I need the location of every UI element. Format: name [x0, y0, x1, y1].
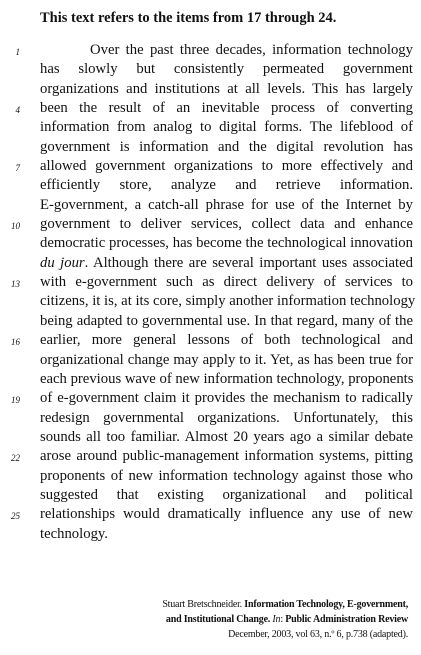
- passage-line: has slowly but consistently permeated government: [40, 61, 413, 78]
- citation-colon: :: [280, 614, 286, 625]
- passage-line: technology.: [40, 525, 108, 542]
- passage-line: each previous wave of new information technology, proponents: [40, 370, 414, 387]
- citation-journal: Public Administration Review: [285, 614, 408, 625]
- passage-line: organizational change may apply to it. Yet, as has been true for: [40, 351, 413, 368]
- passage-line: been the result of an inevitable process of converting: [40, 100, 413, 117]
- passage-heading: This text refers to the items from 17 through 24.: [40, 10, 337, 26]
- citation-line-3: December, 2003, vol 63, n.º 6, p.738 (adapted).: [228, 629, 408, 640]
- line-number: 4: [15, 105, 20, 115]
- passage-line: of e-government claim it provides the mechanism to radically: [40, 390, 413, 407]
- line-number: 19: [11, 395, 20, 405]
- passage-line: Over the past three decades, information technology: [90, 42, 413, 58]
- passage-line: information from analog to digital forms. The lifeblood of: [40, 119, 413, 136]
- passage-line: government is information and the digital revolution has: [40, 138, 413, 155]
- passage-line: allowed government organizations to more effectively and: [40, 158, 413, 175]
- passage-line: citizens, it is, at its core, simply another information technology: [40, 293, 416, 310]
- line-number: 7: [15, 163, 20, 173]
- citation-author: Stuart Bretschneider.: [162, 599, 245, 610]
- passage-line: government to deliver services, collect data and enhance: [40, 216, 413, 233]
- line-number: 13: [11, 279, 20, 289]
- citation-title: Information Technology, E-government,: [244, 599, 408, 610]
- passage-line: being adapted to governmental use. In that regard, many of the: [40, 312, 413, 329]
- passage-line-rest: . Although there are several important uses associated: [84, 254, 413, 271]
- passage-line: efficiently store, analyze and retrieve information.: [40, 177, 413, 194]
- citation-line-1: [128, 597, 408, 612]
- line-number: 16: [11, 337, 20, 347]
- citation-in-label: In: [272, 614, 281, 625]
- passage-line: earlier, more general lessons of both technological and: [40, 332, 413, 349]
- passage-line: suggested that existing organizational and political: [40, 486, 413, 503]
- passage-line: relationships would dramatically influence any use of new: [40, 506, 413, 523]
- passage-text: [40, 41, 416, 544]
- passage-line: arose around public-management information systems, pitting: [40, 448, 413, 465]
- line-number: 10: [11, 221, 20, 231]
- citation-title-cont: and Institutional Change.: [165, 614, 271, 625]
- line-number: 22: [11, 453, 20, 463]
- passage-line: sounds all too familiar. Almost 20 years ago a similar debate: [40, 428, 413, 445]
- citation-line-2: [128, 612, 408, 627]
- passage-line: democratic processes, has become the technological innovation: [40, 235, 413, 252]
- passage-line: organizations and institutions at all levels. This has largely: [40, 80, 413, 97]
- passage-line: E-government, a catch-all phrase for use of the Internet by: [40, 196, 413, 213]
- line-number: 1: [15, 47, 20, 57]
- passage-line-du-jour: [40, 254, 413, 273]
- italic-phrase: du jour: [40, 254, 85, 271]
- source-citation: [128, 597, 408, 642]
- passage-line: redesign governmental organizations. Unfortunately, this: [40, 409, 413, 426]
- passage-line: with e-government such as direct delivery of services to: [40, 274, 413, 291]
- passage-line: proponents of new information technology against those who: [40, 467, 413, 484]
- line-number: 25: [11, 511, 20, 521]
